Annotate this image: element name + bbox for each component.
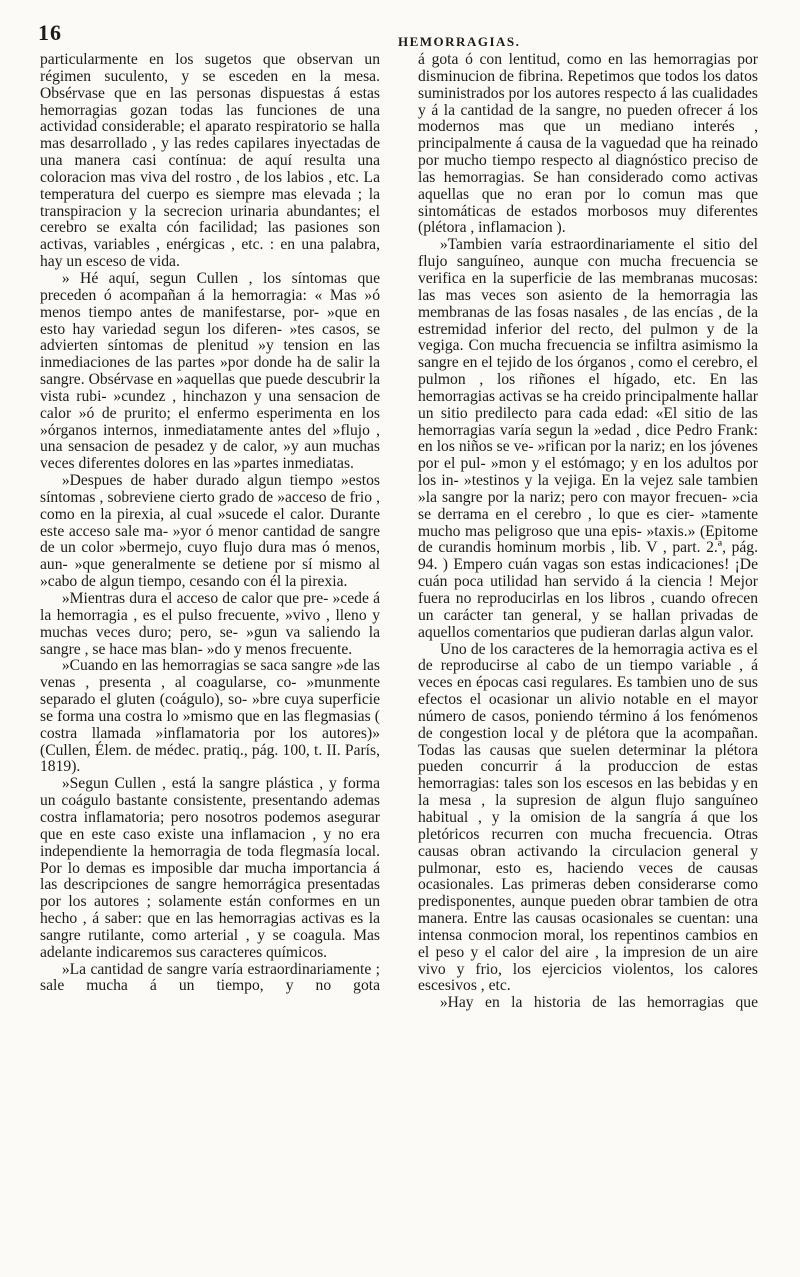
- paragraph: »Despues de haber durado algun tiempo »estos síntomas , sobreviene cierto grado de »acceso de frio , como en la pirexia, al cual »sucede el calor. Durante este acceso sale ma- »yor ó menor cantidad de sangre de un color »bermejo, cuyo flujo dura mas ó menos, aun- »que generalmente se detiene por sí mismo al »cabo de algun tiempo, cesando con él la pirexia.: [40, 472, 380, 591]
- running-title: HEMORRAGIAS.: [398, 34, 521, 49]
- paragraph: »La cantidad de sangre varía estraordinariamente ; sale mucha á un tiempo, y no gota: [40, 960, 380, 995]
- page-number: 16: [38, 20, 62, 45]
- paragraph: particularmente en los sugetos que observan un régimen suculento, y se esceden en la mesa. Obsérvase que en las personas dispuestas á estas hemorragias gozan todas las funciones de una actividad considerable; el aparato respiratorio se halla mas desarrollado , y las redes capilares inyectadas de una manera casi contínua: de aquí resulta una coloracion mas viva del rostro , de los labios , etc. La temperatura del cuerpo es siempre mas elevada ; la transpiracion y la secrecion urinaria abundantes; el cerebro se exalta cón facilidad; las pasiones son activas, variables , enérgicas , etc. : en una palabra, hay un esceso de vida.: [40, 51, 380, 271]
- paragraph: Uno de los caracteres de la hemorragia activa es el de reproducirse al cabo de un tiempo variable , á veces en épocas casi regulares. Es tambien uno de sus efectos el ocasionar un alivio notable en el mayor número de casos, poniendo término á los fenómenos de congestion local y de plétora que la acompañan. Todas las causas que suelen determinar la plétora pueden concurrir á la produccion de estas hemorragias: tales son los escesos en las bebidas y en la mesa , la supresion de algun flujo sanguíneo habitual , y la omision de la sangría á que los pletóricos recurren con mucha frecuencia. Otras causas obran activando la circulacion general y pulmonar, esto es, haciendo veces de causas ocasionales. Las primeras deben considerarse como predisponentes, aunque pueden obrar tambien de otra manera. Entre las causas ocasionales se cuentan: una intensa conmocion moral, los repentinos cambios en el peso y el calor del aire , la impresion de un aire vivo y frio, los ejercicios violentos, los calores escesivos , etc.: [418, 640, 758, 995]
- page-header: [38, 20, 760, 50]
- paragraph: »Cuando en las hemorragias se saca sangre »de las venas , presenta , al coagularse, co- »munmente separado el gluten (coágulo), so- »bre cuya superficie se forma una costra lo »mismo que en las flegmasias ( costra llamada »inflamatoria por los autores)» (Cullen, Élem. de médec. pratiq., pág. 100, t. II. París, 1819).: [40, 657, 380, 776]
- paragraph: »Mientras dura el acceso de calor que pre- »cede á la hemorragia , es el pulso frecuente, »vivo , lleno y muchas veces duro; pero, se- »gun va saliendo la sangre , se hace mas blan- »do y menos frecuente.: [40, 590, 380, 658]
- right-column: [418, 52, 758, 1012]
- paragraph: »Segun Cullen , está la sangre plástica , y forma un coágulo bastante consistente, presentando ademas costra inflamatoria; pero nosotros podemos asegurar que en este caso existe una inflamacion , y no era independiente la hemorragia de toda flegmasía local. Por lo demas es imposible dar mucha importancia á las descripciones de sangre hemorrágica presentadas por los autores ; solamente están conformes en un hecho , á saber: que en las hemorragias activas es la sangre rutilante, como arterial , y se coagula. Mas adelante indicaremos sus caracteres químicos.: [40, 775, 380, 961]
- paragraph: á gota ó con lentitud, como en las hemorragias por disminucion de fibrina. Repetimos que todos los datos suministrados por los autores respecto á las cualidades y á la cantidad de la sangre, no pueden ofrecer á los modernos mas que un mediano interés , principalmente á causa de la vaguedad que ha reinado por mucho tiempo respecto al diagnóstico preciso de las hemorragias. Se han considerado como activas aquellas que no eran por lo comun mas que sintomáticas de estados morbosos muy diferentes (plétora , inflamacion ).: [418, 51, 758, 237]
- left-column: [40, 52, 380, 995]
- paragraph: » Hé aquí, segun Cullen , los síntomas que preceden ó acompañan á la hemorragia: « Mas »ó menos tiempo antes de manifestarse, por- »que en esto hay variedad segun los diferen- »tes casos, se advierten síntomas de plenitud »y tension en las inmediaciones de las partes »por donde ha de salir la sangre. Obsérvase en »aquellas que puede descubrir la vista rubi- »cundez , hinchazon y una sensacion de calor »ó de prurito; el enfermo esperimenta en los »órganos internos, inmediatamente antes del »flujo , una sensacion de pesadez y de calor, »y aun muchas veces diferentes dolores en las »partes inmediatas.: [40, 269, 380, 473]
- paragraph: »Tambien varía estraordinariamente el sitio del flujo sanguíneo, aunque con mucha frecuencia se verifica en la superficie de las membranas mucosas: las mas veces son asiento de la hemorragia las membranas de las fosas nasales , de las encías , de la estremidad inferior del recto, del pulmon y de la vegiga. Con mucha frecuencia se infiltra asimismo la sangre en el tejido de los órganos , como el cerebro, el pulmon , los riñones el hígado, etc. En las hemorragias activas se ha creido principalmente hallar un sitio predilecto para cada edad: «El sitio de las hemorragias varía segun la »edad , dice Pedro Frank: en los niños se ve- »rifican por la nariz; en los jóvenes por el pul- »mon y el estómago; y en los adultos por los in- »testinos y la vejiga. En la vejez sale tambien »la sangre por la nariz; pero con mayor frecuen- »cia se derrama en el cerebro , lo que es cier- »tamente mucho mas peligroso que una epis- »taxis.» (Epitome de curandis hominum morbis , lib. V , part. 2.ª, pág. 94. ) Empero cuán vagas son estas indicaciones! ¡De cuán poca utilidad han servido á la ciencia ! Mejor fuera no reproducirlas en los libros , cuando ofrecen un carácter tan general, y se hallan privadas de aquellos comentarios que pudieran darlas algun valor.: [418, 236, 758, 641]
- paragraph: »Hay en la historia de las hemorragias que: [439, 994, 758, 1012]
